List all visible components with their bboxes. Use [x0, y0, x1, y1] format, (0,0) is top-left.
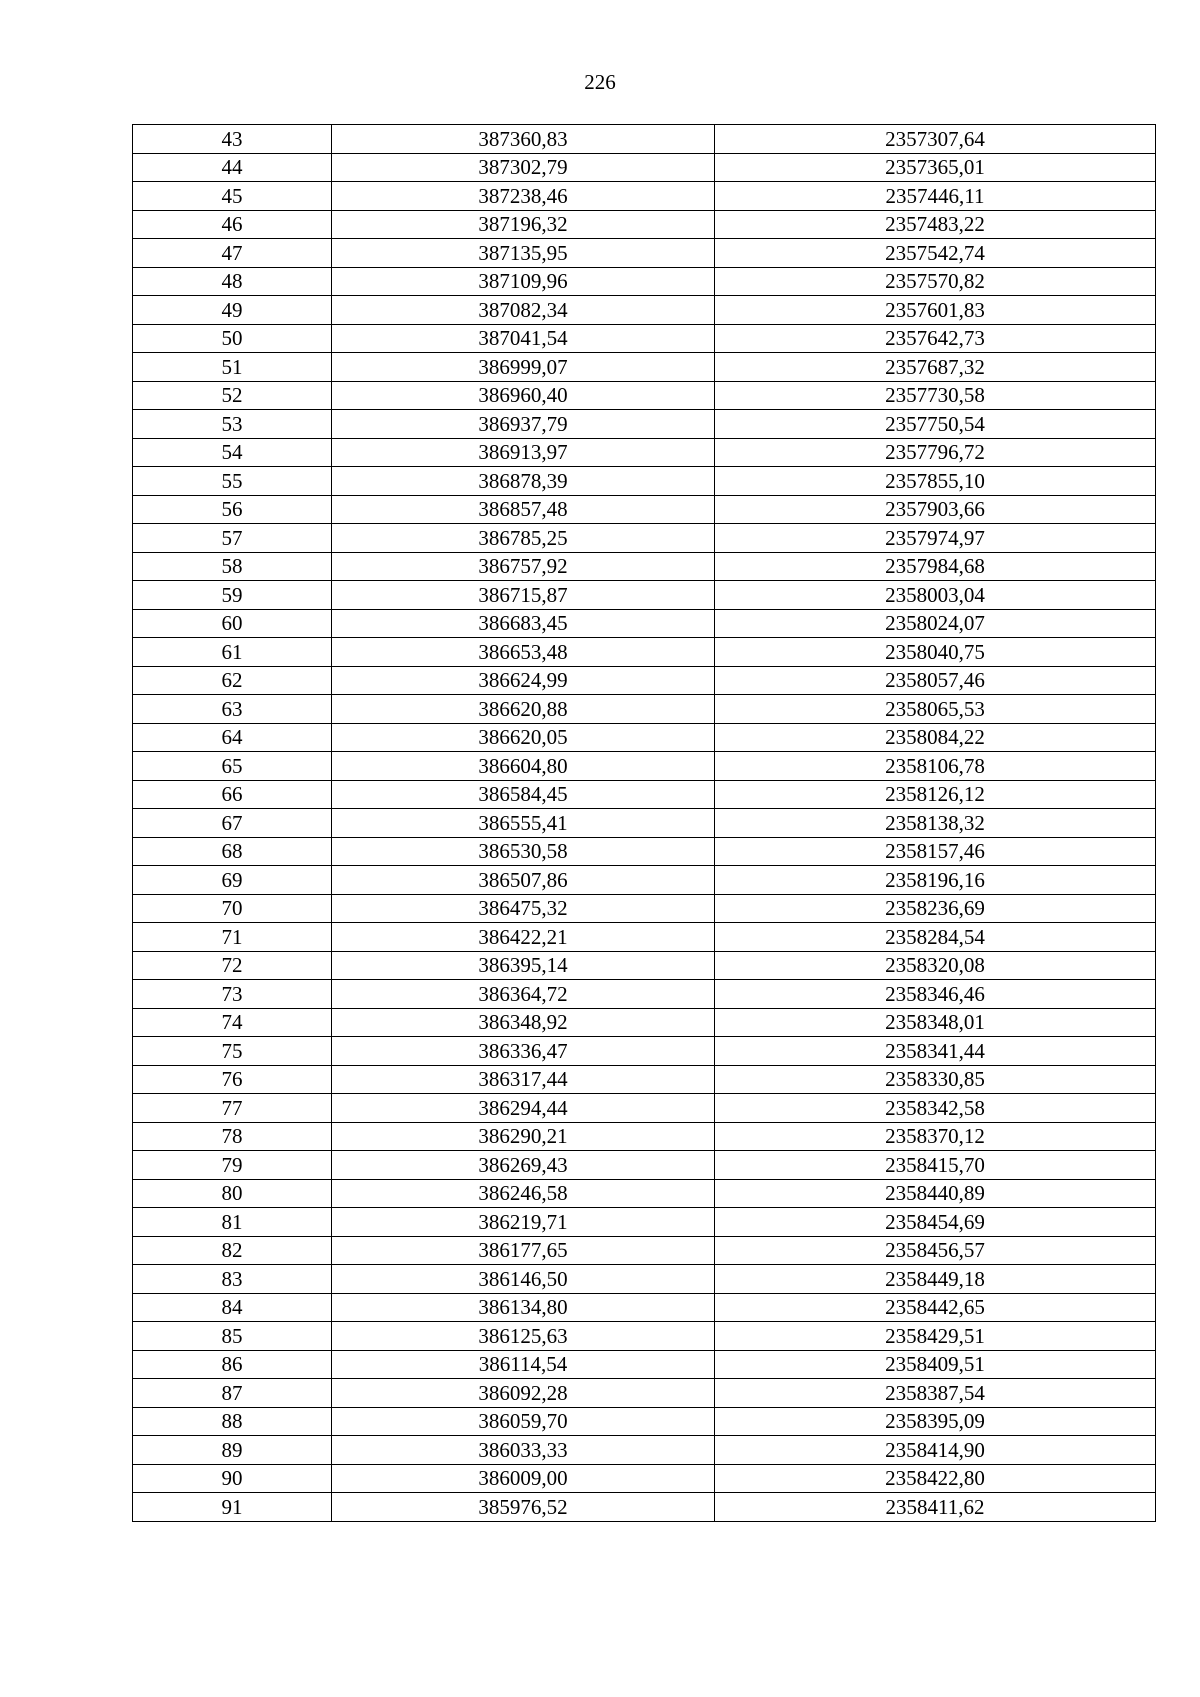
table-row	[133, 1094, 1156, 1123]
point-number-cell: 52	[133, 381, 332, 410]
y-coordinate-cell: 2358138,32	[715, 809, 1156, 838]
point-number-cell: 87	[133, 1379, 332, 1408]
y-coordinate-cell: 2358440,89	[715, 1179, 1156, 1208]
y-coordinate-cell: 2358454,69	[715, 1208, 1156, 1237]
x-coordinate-cell: 387041,54	[332, 324, 715, 353]
table-row	[133, 866, 1156, 895]
y-coordinate-cell: 2358024,07	[715, 609, 1156, 638]
table-row	[133, 1065, 1156, 1094]
y-coordinate-cell: 2358409,51	[715, 1350, 1156, 1379]
y-coordinate-cell: 2358449,18	[715, 1265, 1156, 1294]
y-coordinate-cell: 2357984,68	[715, 552, 1156, 581]
table-row	[133, 267, 1156, 296]
coordinates-table	[132, 124, 1156, 1522]
table-row	[133, 410, 1156, 439]
table-row	[133, 381, 1156, 410]
y-coordinate-cell: 2357974,97	[715, 524, 1156, 553]
point-number-cell: 67	[133, 809, 332, 838]
point-number-cell: 58	[133, 552, 332, 581]
table-row	[133, 581, 1156, 610]
y-coordinate-cell: 2358342,58	[715, 1094, 1156, 1123]
x-coordinate-cell: 386757,92	[332, 552, 715, 581]
point-number-cell: 84	[133, 1293, 332, 1322]
point-number-cell: 90	[133, 1464, 332, 1493]
table-row	[133, 1407, 1156, 1436]
x-coordinate-cell: 386620,88	[332, 695, 715, 724]
y-coordinate-cell: 2358084,22	[715, 723, 1156, 752]
y-coordinate-cell: 2358236,69	[715, 894, 1156, 923]
y-coordinate-cell: 2358003,04	[715, 581, 1156, 610]
point-number-cell: 55	[133, 467, 332, 496]
x-coordinate-cell: 386507,86	[332, 866, 715, 895]
table-row	[133, 524, 1156, 553]
y-coordinate-cell: 2358065,53	[715, 695, 1156, 724]
table-row	[133, 324, 1156, 353]
table-row	[133, 752, 1156, 781]
table-row	[133, 1322, 1156, 1351]
y-coordinate-cell: 2358057,46	[715, 666, 1156, 695]
y-coordinate-cell: 2358106,78	[715, 752, 1156, 781]
x-coordinate-cell: 386009,00	[332, 1464, 715, 1493]
point-number-cell: 56	[133, 495, 332, 524]
table-row	[133, 210, 1156, 239]
point-number-cell: 63	[133, 695, 332, 724]
y-coordinate-cell: 2358422,80	[715, 1464, 1156, 1493]
point-number-cell: 83	[133, 1265, 332, 1294]
x-coordinate-cell: 386683,45	[332, 609, 715, 638]
table-row	[133, 923, 1156, 952]
table-row	[133, 552, 1156, 581]
x-coordinate-cell: 386246,58	[332, 1179, 715, 1208]
x-coordinate-cell: 386294,44	[332, 1094, 715, 1123]
x-coordinate-cell: 386604,80	[332, 752, 715, 781]
x-coordinate-cell: 386715,87	[332, 581, 715, 610]
x-coordinate-cell: 386348,92	[332, 1008, 715, 1037]
point-number-cell: 70	[133, 894, 332, 923]
y-coordinate-cell: 2358395,09	[715, 1407, 1156, 1436]
x-coordinate-cell: 387082,34	[332, 296, 715, 325]
table-row	[133, 1208, 1156, 1237]
y-coordinate-cell: 2358415,70	[715, 1151, 1156, 1180]
y-coordinate-cell: 2358387,54	[715, 1379, 1156, 1408]
x-coordinate-cell: 387302,79	[332, 153, 715, 182]
table-row	[133, 1293, 1156, 1322]
y-coordinate-cell: 2357365,01	[715, 153, 1156, 182]
table-row	[133, 837, 1156, 866]
point-number-cell: 64	[133, 723, 332, 752]
x-coordinate-cell: 387135,95	[332, 239, 715, 268]
x-coordinate-cell: 386269,43	[332, 1151, 715, 1180]
table-row	[133, 894, 1156, 923]
point-number-cell: 45	[133, 182, 332, 211]
point-number-cell: 53	[133, 410, 332, 439]
page-number: 226	[584, 70, 616, 94]
table-row	[133, 638, 1156, 667]
point-number-cell: 48	[133, 267, 332, 296]
point-number-cell: 89	[133, 1436, 332, 1465]
table-row	[133, 353, 1156, 382]
x-coordinate-cell: 386422,21	[332, 923, 715, 952]
table-row	[133, 1350, 1156, 1379]
y-coordinate-cell: 2358330,85	[715, 1065, 1156, 1094]
point-number-cell: 80	[133, 1179, 332, 1208]
x-coordinate-cell: 386146,50	[332, 1265, 715, 1294]
y-coordinate-cell: 2358284,54	[715, 923, 1156, 952]
x-coordinate-cell: 387109,96	[332, 267, 715, 296]
x-coordinate-cell: 386134,80	[332, 1293, 715, 1322]
table-row	[133, 438, 1156, 467]
table-row	[133, 1379, 1156, 1408]
x-coordinate-cell: 386653,48	[332, 638, 715, 667]
x-coordinate-cell: 386475,32	[332, 894, 715, 923]
x-coordinate-cell: 386960,40	[332, 381, 715, 410]
table-row	[133, 695, 1156, 724]
table-row	[133, 780, 1156, 809]
x-coordinate-cell: 386033,33	[332, 1436, 715, 1465]
table-row	[133, 1151, 1156, 1180]
y-coordinate-cell: 2358414,90	[715, 1436, 1156, 1465]
point-number-cell: 78	[133, 1122, 332, 1151]
table-row	[133, 1037, 1156, 1066]
y-coordinate-cell: 2357483,22	[715, 210, 1156, 239]
x-coordinate-cell: 386114,54	[332, 1350, 715, 1379]
y-coordinate-cell: 2357446,11	[715, 182, 1156, 211]
table-row	[133, 980, 1156, 1009]
x-coordinate-cell: 386177,65	[332, 1236, 715, 1265]
y-coordinate-cell: 2358456,57	[715, 1236, 1156, 1265]
x-coordinate-cell: 386364,72	[332, 980, 715, 1009]
table-row	[133, 296, 1156, 325]
x-coordinate-cell: 386219,71	[332, 1208, 715, 1237]
point-number-cell: 75	[133, 1037, 332, 1066]
table-row	[133, 951, 1156, 980]
x-coordinate-cell: 386857,48	[332, 495, 715, 524]
point-number-cell: 86	[133, 1350, 332, 1379]
point-number-cell: 47	[133, 239, 332, 268]
x-coordinate-cell: 386395,14	[332, 951, 715, 980]
table-row	[133, 1122, 1156, 1151]
point-number-cell: 60	[133, 609, 332, 638]
point-number-cell: 54	[133, 438, 332, 467]
table-row	[133, 153, 1156, 182]
table-row	[133, 1493, 1156, 1522]
x-coordinate-cell: 386624,99	[332, 666, 715, 695]
table-row	[133, 467, 1156, 496]
x-coordinate-cell: 386584,45	[332, 780, 715, 809]
point-number-cell: 69	[133, 866, 332, 895]
point-number-cell: 44	[133, 153, 332, 182]
table-row	[133, 1464, 1156, 1493]
point-number-cell: 88	[133, 1407, 332, 1436]
point-number-cell: 72	[133, 951, 332, 980]
x-coordinate-cell: 387238,46	[332, 182, 715, 211]
point-number-cell: 73	[133, 980, 332, 1009]
point-number-cell: 51	[133, 353, 332, 382]
table-row	[133, 239, 1156, 268]
table-row	[133, 666, 1156, 695]
x-coordinate-cell: 386336,47	[332, 1037, 715, 1066]
x-coordinate-cell: 386317,44	[332, 1065, 715, 1094]
y-coordinate-cell: 2357796,72	[715, 438, 1156, 467]
x-coordinate-cell: 386092,28	[332, 1379, 715, 1408]
table-row	[133, 1265, 1156, 1294]
x-coordinate-cell: 386059,70	[332, 1407, 715, 1436]
coordinates-table-body	[133, 125, 1156, 1522]
point-number-cell: 61	[133, 638, 332, 667]
x-coordinate-cell: 386878,39	[332, 467, 715, 496]
x-coordinate-cell: 386530,58	[332, 837, 715, 866]
table-row	[133, 723, 1156, 752]
table-row	[133, 1436, 1156, 1465]
table-row	[133, 182, 1156, 211]
table-row	[133, 1008, 1156, 1037]
y-coordinate-cell: 2357601,83	[715, 296, 1156, 325]
x-coordinate-cell: 387196,32	[332, 210, 715, 239]
point-number-cell: 81	[133, 1208, 332, 1237]
y-coordinate-cell: 2357903,66	[715, 495, 1156, 524]
y-coordinate-cell: 2358126,12	[715, 780, 1156, 809]
y-coordinate-cell: 2357642,73	[715, 324, 1156, 353]
table-row	[133, 609, 1156, 638]
x-coordinate-cell: 386913,97	[332, 438, 715, 467]
x-coordinate-cell: 386290,21	[332, 1122, 715, 1151]
y-coordinate-cell: 2358429,51	[715, 1322, 1156, 1351]
point-number-cell: 77	[133, 1094, 332, 1123]
y-coordinate-cell: 2358346,46	[715, 980, 1156, 1009]
x-coordinate-cell: 387360,83	[332, 125, 715, 154]
y-coordinate-cell: 2358341,44	[715, 1037, 1156, 1066]
y-coordinate-cell: 2357570,82	[715, 267, 1156, 296]
y-coordinate-cell: 2358157,46	[715, 837, 1156, 866]
y-coordinate-cell: 2358411,62	[715, 1493, 1156, 1522]
point-number-cell: 49	[133, 296, 332, 325]
point-number-cell: 50	[133, 324, 332, 353]
point-number-cell: 68	[133, 837, 332, 866]
point-number-cell: 65	[133, 752, 332, 781]
y-coordinate-cell: 2357750,54	[715, 410, 1156, 439]
table-row	[133, 1236, 1156, 1265]
point-number-cell: 76	[133, 1065, 332, 1094]
table-row	[133, 809, 1156, 838]
table-row	[133, 125, 1156, 154]
x-coordinate-cell: 386555,41	[332, 809, 715, 838]
y-coordinate-cell: 2357730,58	[715, 381, 1156, 410]
y-coordinate-cell: 2357307,64	[715, 125, 1156, 154]
x-coordinate-cell: 386620,05	[332, 723, 715, 752]
x-coordinate-cell: 386785,25	[332, 524, 715, 553]
y-coordinate-cell: 2357855,10	[715, 467, 1156, 496]
point-number-cell: 91	[133, 1493, 332, 1522]
point-number-cell: 59	[133, 581, 332, 610]
table-row	[133, 495, 1156, 524]
y-coordinate-cell: 2358442,65	[715, 1293, 1156, 1322]
y-coordinate-cell: 2358040,75	[715, 638, 1156, 667]
point-number-cell: 74	[133, 1008, 332, 1037]
y-coordinate-cell: 2358196,16	[715, 866, 1156, 895]
table-row	[133, 1179, 1156, 1208]
point-number-cell: 71	[133, 923, 332, 952]
point-number-cell: 62	[133, 666, 332, 695]
y-coordinate-cell: 2357687,32	[715, 353, 1156, 382]
point-number-cell: 82	[133, 1236, 332, 1265]
y-coordinate-cell: 2358320,08	[715, 951, 1156, 980]
y-coordinate-cell: 2358370,12	[715, 1122, 1156, 1151]
x-coordinate-cell: 385976,52	[332, 1493, 715, 1522]
point-number-cell: 85	[133, 1322, 332, 1351]
point-number-cell: 79	[133, 1151, 332, 1180]
point-number-cell: 46	[133, 210, 332, 239]
point-number-cell: 66	[133, 780, 332, 809]
point-number-cell: 43	[133, 125, 332, 154]
y-coordinate-cell: 2357542,74	[715, 239, 1156, 268]
x-coordinate-cell: 386125,63	[332, 1322, 715, 1351]
y-coordinate-cell: 2358348,01	[715, 1008, 1156, 1037]
point-number-cell: 57	[133, 524, 332, 553]
x-coordinate-cell: 386999,07	[332, 353, 715, 382]
x-coordinate-cell: 386937,79	[332, 410, 715, 439]
